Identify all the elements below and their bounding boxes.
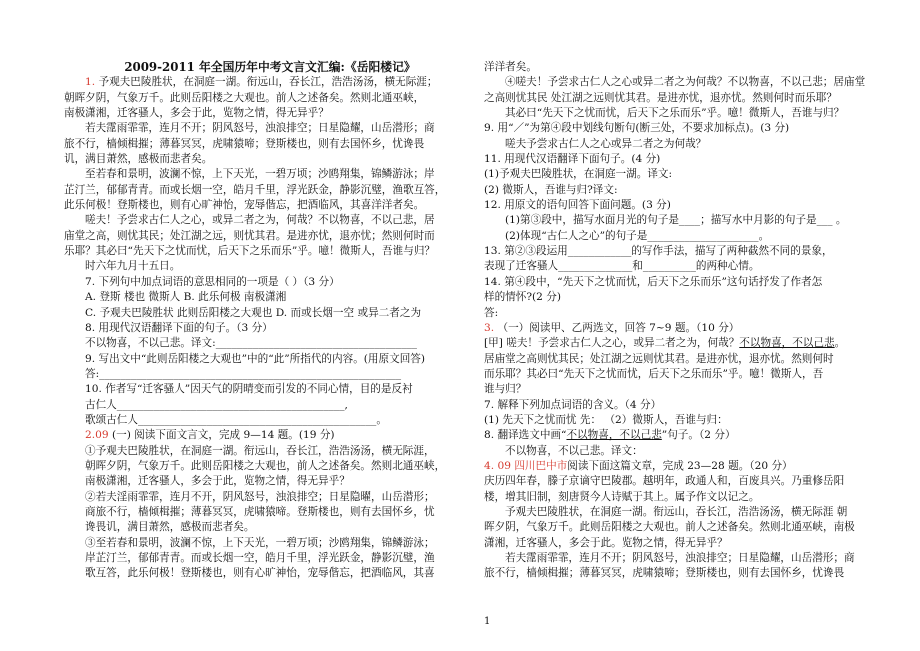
text-line: 样的情怀?(2 分) xyxy=(484,291,562,304)
text-line: 若夫霪雨霏霏，连月不开；阴风怒号，浊浪排空；日星隐耀，山岳潜形；商 xyxy=(505,552,855,564)
text-segment: 阅读下面这篇文章，完成 23—28 题。（20 分） xyxy=(567,459,793,472)
text-segment: 8. 翻译选文中画“ xyxy=(484,429,567,442)
text-line: 楼，增其旧制，刻唐贤今人诗赋于其上。属予作文以记之。 xyxy=(484,490,760,503)
question-number: 1. xyxy=(85,76,96,89)
text-line: 7. 下列句中加点词语的意思相同的一项是（ ）（3 分） xyxy=(85,275,340,288)
text-line: C. 予观夫巴陵胜状 此则岳阳楼之大观也 D. 而或长烟一空 或异二者之为 xyxy=(85,306,422,319)
text-segment: （一）阅读甲、乙两选文，回答 7~9 题。（10 分） xyxy=(494,321,740,334)
text-line: 11. 用现代汉语翻译下面句子。(4 分) xyxy=(484,153,661,166)
text-line: 谗畏讥，满目萧然，感极而悲者矣。 xyxy=(85,521,255,534)
text-line: ④嗟夫！予尝求古仁人之心或异二者之为何哉？不以物喜，不以己悲；居庙堂 xyxy=(505,76,866,89)
text-line xyxy=(484,428,902,443)
text-line xyxy=(484,321,902,336)
text-line: 表现了迁客骚人______________和__________的两种心情。 xyxy=(484,260,760,273)
text-line: 南极潇湘，迁客骚人，多会于此，览物之情，得无异乎？ xyxy=(64,107,329,120)
text-line: 洋洋者矣。 xyxy=(484,61,537,73)
text-line: ①予观夫巴陵胜状，在洞庭一湖。衔远山，吞长江，浩浩汤汤，横无际涯， xyxy=(85,444,435,457)
question-number: 4. 09 四川巴中市 xyxy=(484,459,568,472)
text-line: 歌颂古仁人_____________________________________________。 xyxy=(85,413,387,426)
text-line xyxy=(64,75,476,90)
text-line: 岸芷汀兰，郁郁青青。而或长烟一空，皓月千里，浮光跃金，静影沉璧，渔 xyxy=(85,552,435,564)
text-segment: ”句子。（2 分） xyxy=(661,429,736,442)
text-line: 不以物喜，不以己悲。译文:______________________________________ xyxy=(85,337,417,350)
text-line: 而乐耶？其必曰“先天下之忧而忧，后天下之乐而乐”乎。噫！微斯人，吾 xyxy=(484,367,824,380)
text-line: 7. 解释下列加点词语的含义。（4 分） xyxy=(484,398,662,411)
text-line: A. 登斯 楼也 微斯人 B. 此乐何极 南极潇湘 xyxy=(85,291,287,304)
text-line: 朝晖夕阴，气象万千。此则岳阳楼之大观也，前人之述备矣。然则北通巫峡， xyxy=(85,459,446,472)
text-line: 13. 第②③段运用____________的写作手法，描写了两种截然不同的景象， xyxy=(484,245,833,258)
text-line: (1)予观夫巴陵胜状，在洞庭一湖。译文: xyxy=(484,168,673,181)
text-line: 芷汀兰，郁郁青青。而或长烟一空，皓月千里，浮光跃金，静影沉璧，渔歌互答， xyxy=(64,183,446,196)
text-line: 歌互答，此乐何极！登斯楼也，则有心旷神怡，宠辱偕忘，把酒临风，其喜 xyxy=(85,567,435,580)
text-line: ②若夫淫雨霏霏，连月不开，阴风怒号，浊浪排空；日星隐曜，山岳潜形； xyxy=(85,490,435,503)
text-line: 乐耶？其必曰“先天下之忧而忧，后天下之乐而乐”乎。噫！微斯人，吾谁与归？ xyxy=(64,245,436,258)
text-segment: (一) 阅读下面文言文，完成 9—14 题。(19 分) xyxy=(108,429,335,442)
text-line: 至若春和景明，波澜不惊，上下天光，一碧万顷；沙鸥翔集，锦鳞游泳；岸 xyxy=(85,168,435,181)
text-line: 庆历四年春，滕子京谪守巴陵郡。越明年，政通人和，百废具兴。乃重修岳阳 xyxy=(484,475,845,488)
text-line: 旅不行，樯倾楫摧；薄暮冥冥，虎啸猿啼；登斯楼也，则有去国怀乡，忧谗畏 xyxy=(64,137,425,150)
text-line: (1) 先天下之忧而忧 先： （2）微斯人，吾谁与归： xyxy=(484,413,728,426)
text-line: 不以物喜，不以己悲。译文： xyxy=(505,444,643,457)
text-line: (2)体现“古仁人之心”的句子是_____________________。 xyxy=(505,229,770,242)
text-line: 潇湘，迁客骚人，多会于此。览物之情，得无异乎？ xyxy=(484,536,728,549)
text-segment: [甲] 嗟夫！予尝求古仁人之心，或异二者之为，何哉？ xyxy=(484,337,740,350)
text-line: 时六年九月十五日。 xyxy=(85,260,181,273)
text-line: 晖夕阴，气象万千。此则岳阳楼之大观也。前人之述备矣。然则北通巫峡，南极 xyxy=(484,521,855,534)
text-line: 嗟夫！予尝求古仁人之心，或异二者之为，何哉？不以物喜，不以己悲，居 xyxy=(85,214,435,227)
text-line: 答:_________________________________________________________ xyxy=(85,367,402,380)
text-segment: 予观夫巴陵胜状，在洞庭一湖。衔远山，吞长江，浩浩汤汤，横无际涯； xyxy=(95,76,438,89)
text-line: 12. 用原文的语句回答下面问题。(3 分) xyxy=(484,199,671,212)
text-line: 南极潇湘，迁客骚人，多会于此，览物之情，得无异乎？ xyxy=(85,475,350,488)
question-number: 2.09 xyxy=(85,429,109,442)
text-line: 予观夫巴陵胜状，在洞庭一湖。衔远山，吞长江，浩浩汤汤，横无际涯 朝 xyxy=(505,505,848,518)
text-line: 商旅不行，樯倾楫摧；薄暮冥冥，虎啸猿啼。登斯楼也，则有去国怀乡，忧 xyxy=(85,505,435,518)
text-line: ③至若春和景明，波澜不惊，上下天光，一碧万顷；沙鸥翔集，锦鳞游泳； xyxy=(85,536,435,549)
document-title: 2009-2011 年全国历年中考文言文汇编:《岳阳楼记》 xyxy=(124,60,416,74)
text-line: 此乐何极！登斯楼也，则有心旷神怡，宠辱偕忘，把酒临风，其喜洋洋者矣。 xyxy=(64,199,425,212)
text-line: 10. 作者写“迁客骚人”因天气的阴晴变而引发的不同心情，目的是反衬 xyxy=(85,383,413,396)
text-line: 讥，满目萧然，感极而悲者矣。 xyxy=(64,153,213,166)
text-line: (1)第③段中，描写水面月光的句子是____；描写水中月影的句子是___ 。 xyxy=(505,214,847,227)
question-number: 3. xyxy=(484,321,495,334)
text-line: 古仁人___________________________________________, xyxy=(85,398,348,411)
left-column xyxy=(64,60,476,582)
text-line: 若夫霪雨霏霏，连月不开；阴风怒号，浊浪排空；日星隐耀，山岳潜形；商 xyxy=(85,122,435,135)
page-number: 1 xyxy=(484,616,491,627)
text-line xyxy=(484,459,902,474)
text-line: 8. 用现代汉语翻译下面的句子。（3 分） xyxy=(85,321,273,334)
text-line: 旅不行，樯倾楫摧；薄暮冥冥，虎啸猿啼；登斯楼也，则有去国怀乡，忧谗畏 xyxy=(484,567,845,580)
text-line: 9. 用“／”为第④段中划线句断句(断三处，不要求加标点)。(3 分) xyxy=(484,122,790,135)
text-segment: 。 xyxy=(834,337,846,350)
text-line: 14. 第④段中，“先天下之忧而忧，后天下之乐而乐”这句话抒发了作者怎 xyxy=(484,275,823,288)
text-segment: 不以物喜，不以己悲 xyxy=(566,429,662,442)
text-line: (2) 微斯人，吾谁与归?译文: xyxy=(484,183,618,196)
text-line: 嗟夫予尝求古仁人之心或异二者之为何哉？ xyxy=(505,137,707,150)
text-segment: 不以物喜，不以己悲 xyxy=(739,337,835,350)
text-line xyxy=(64,428,476,443)
text-line: 居庙堂之高则忧其民；处江湖之远则忧其君。是进亦忧，退亦忧。然则何时 xyxy=(484,352,834,365)
text-line: 庙堂之高，则忧其民；处江湖之远，则忧其君。是进亦忧，退亦忧；然则何时而 xyxy=(64,229,435,242)
text-line: 朝晖夕阴，气象万千。此则岳阳楼之大观也。前人之述备矣。然则北通巫峡， xyxy=(64,91,425,104)
text-line xyxy=(484,336,902,351)
text-line: 答: xyxy=(484,306,499,319)
right-column xyxy=(484,60,902,582)
text-line: 其必曰“先天下之忧而忧，后天下之乐而乐”乎。噫！微斯人，吾谁与归？ xyxy=(505,107,845,120)
text-line: 谁与归？ xyxy=(484,383,527,396)
text-line: 9. 写出文中“此则岳阳楼之大观也”中的“此”所指代的内容。(用原文回答) xyxy=(85,352,426,365)
text-line: 之高则忧其民 处江湖之远则忧其君。是进亦忧，退亦忧。然则何时而乐耶？ xyxy=(484,91,837,104)
